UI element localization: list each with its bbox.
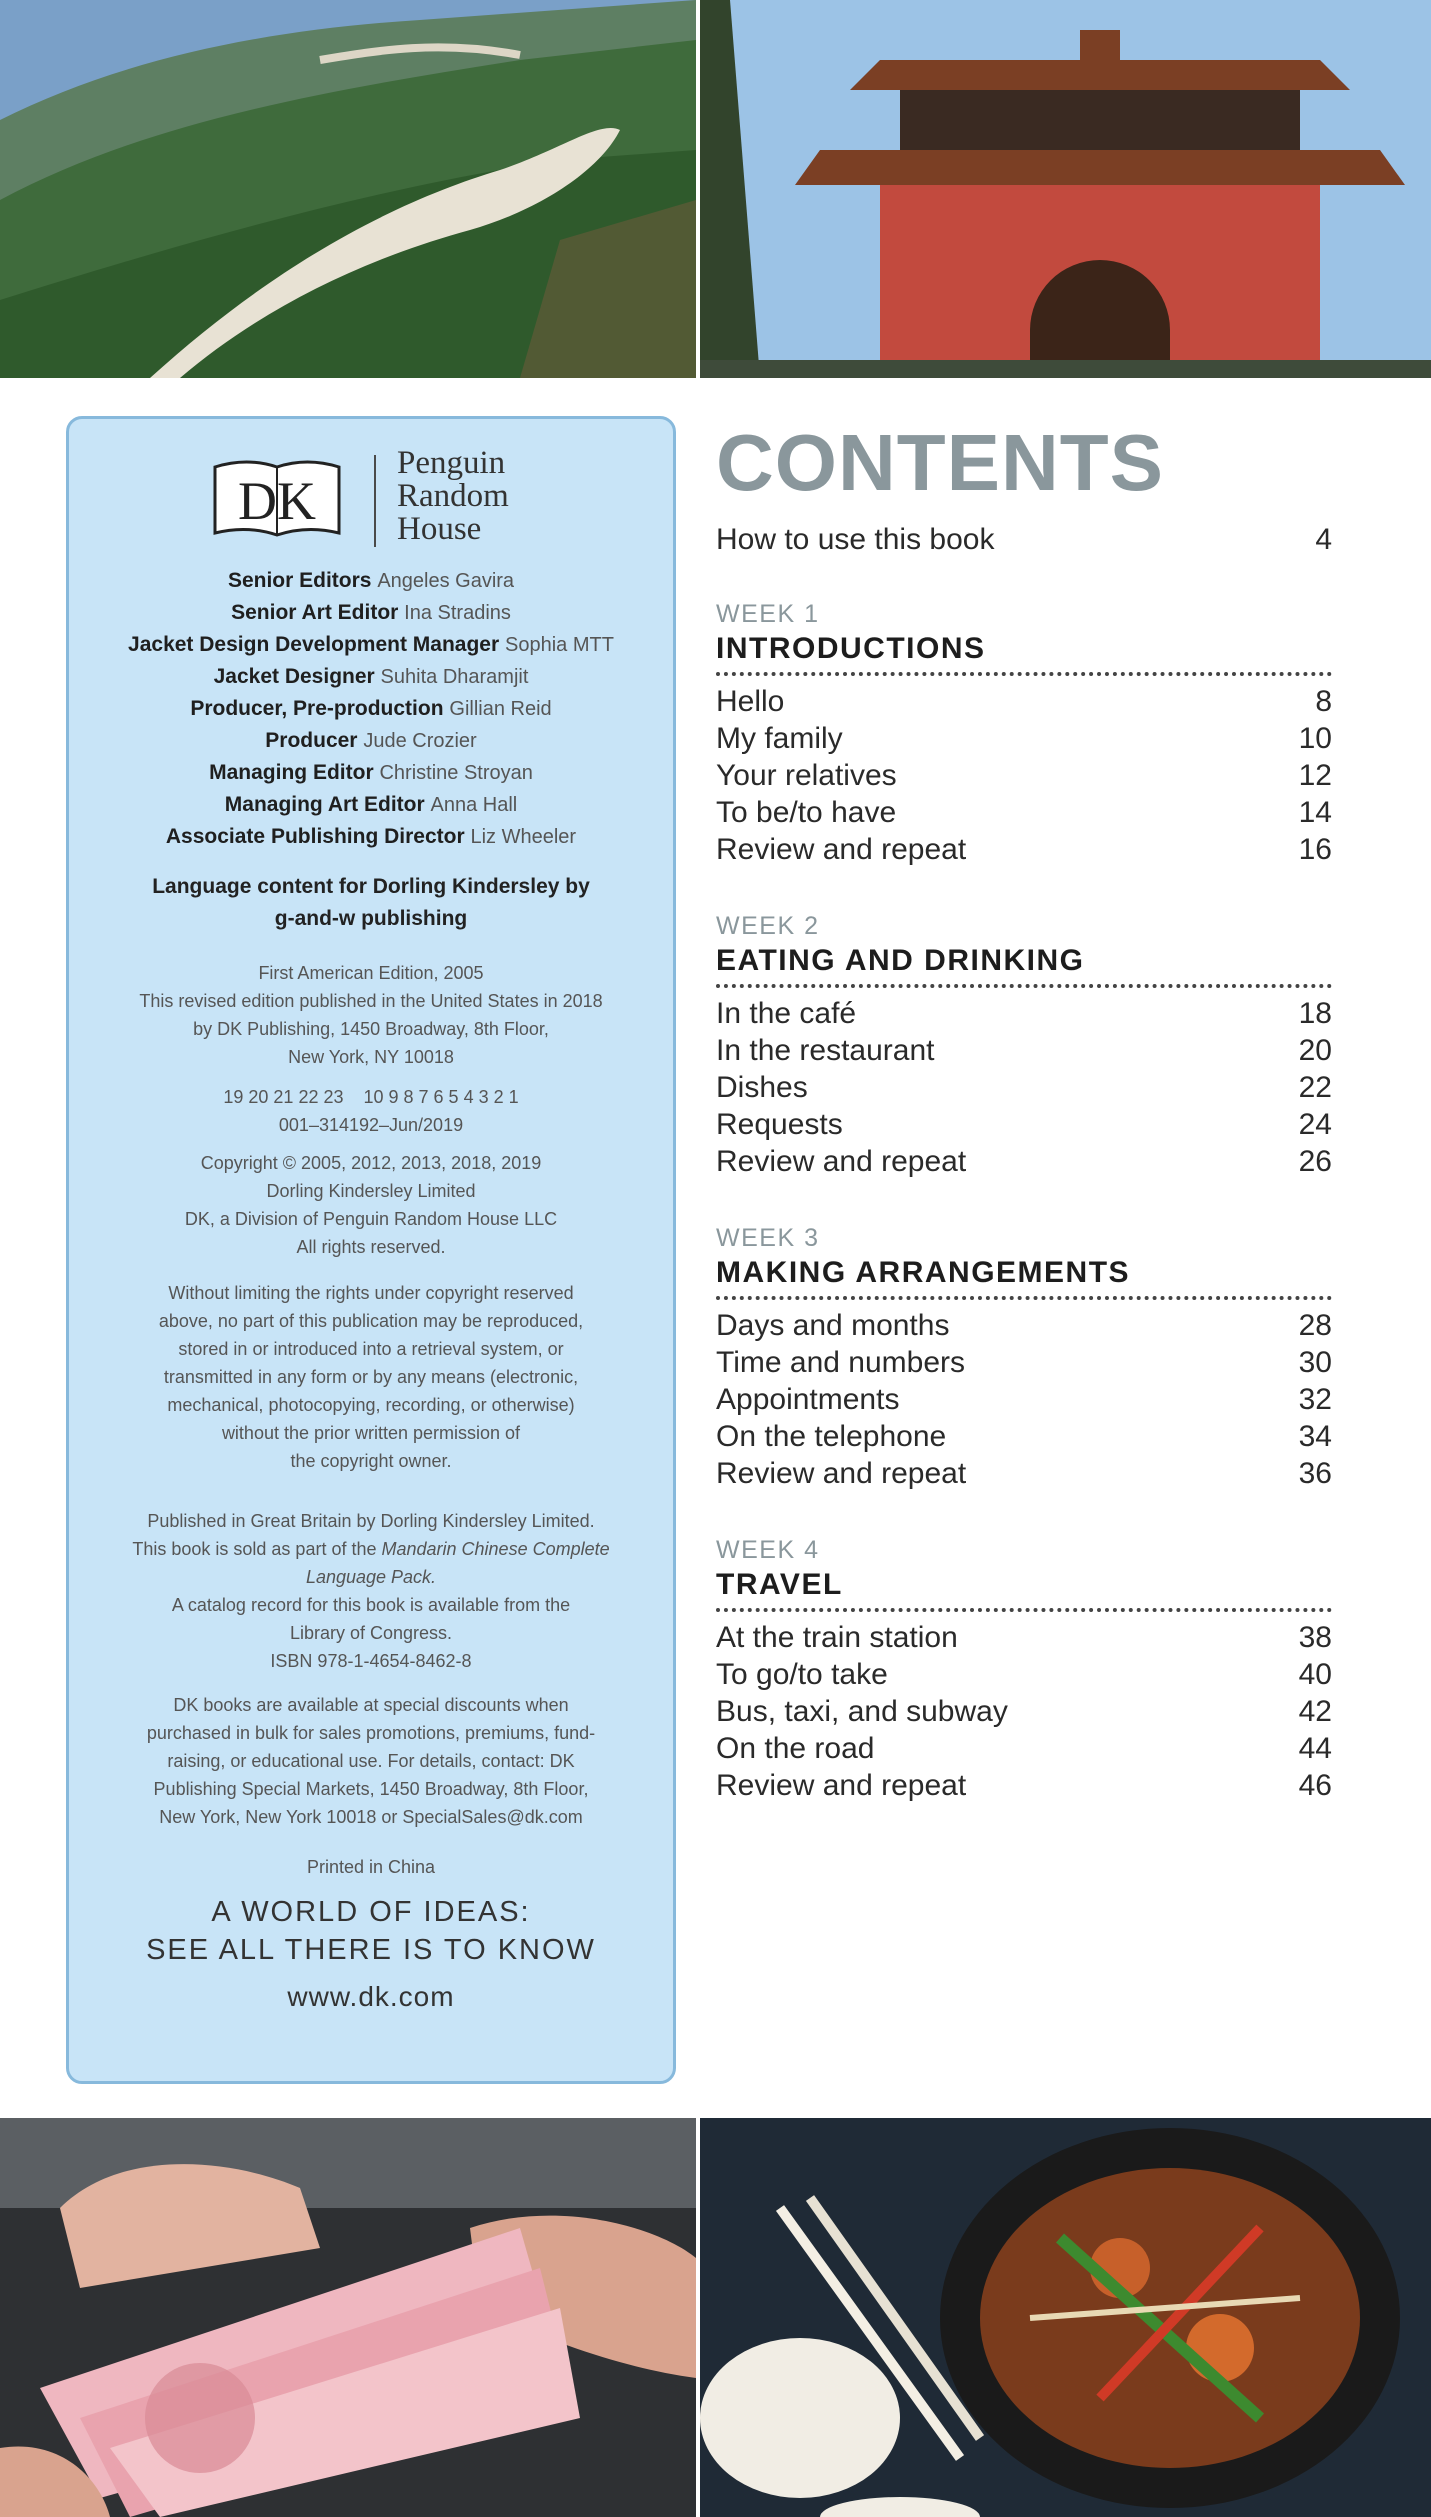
publisher-logos — [69, 441, 673, 549]
toc-entry[interactable] — [716, 1031, 1332, 1071]
toc-entry-title: Your relatives — [716, 759, 897, 792]
contents-title: CONTENTS — [716, 418, 1164, 507]
toc-entry[interactable] — [716, 1343, 1332, 1383]
prh-line: Random — [397, 478, 509, 514]
toc-entry-page: 12 — [1298, 759, 1332, 792]
toc-entry-title: Review and repeat — [716, 1145, 967, 1178]
toc-entry[interactable] — [716, 1766, 1332, 1806]
toc-entry-page: 40 — [1298, 1658, 1332, 1691]
toc-entry-page: 46 — [1298, 1769, 1332, 1802]
print-numbers: 19 20 21 22 23 10 9 8 7 6 5 4 3 2 1 001–314192–Jun/2019 — [223, 1087, 519, 1135]
toc-entry[interactable] — [716, 1142, 1332, 1182]
logo-divider — [374, 455, 376, 547]
toc-entry-page: 34 — [1298, 1420, 1332, 1453]
toc-entry-title: To be/to have — [716, 796, 897, 829]
toc-entry-title: Dishes — [716, 1071, 808, 1104]
toc-entry-title: Hello — [716, 685, 785, 718]
staff-credit: Managing Art Editor Anna Hall — [224, 793, 518, 816]
toc-entry-title: Appointments — [716, 1383, 900, 1416]
yuan-banknotes-photo — [0, 2118, 696, 2517]
toc-entry-title: Requests — [716, 1108, 843, 1141]
toc-entry[interactable] — [716, 1380, 1332, 1420]
toc-entry-page: 42 — [1298, 1695, 1332, 1728]
toc-entry-title: Time and numbers — [716, 1346, 965, 1379]
prh-line: Penguin — [397, 445, 506, 481]
toc-entry-title: Review and repeat — [716, 1457, 967, 1490]
toc-entry-title: In the restaurant — [716, 1034, 935, 1067]
staff-credit: Associate Publishing Director Liz Wheeler — [165, 825, 577, 848]
toc-entry-page: 16 — [1298, 833, 1332, 866]
toc-entry[interactable] — [716, 719, 1332, 759]
toc-entry-page: 30 — [1298, 1346, 1332, 1379]
week-label: WEEK 2 — [716, 912, 820, 940]
staff-credit: Managing Editor Christine Stroyan — [209, 761, 533, 784]
toc-entry-title: To go/to take — [716, 1658, 888, 1691]
rights-notice: Without limiting the rights under copyright reserved above, no part of this publication may be reproduced, stored in or introduced into a retrieval system, or transmitted in any form or by any means (electronic, mechanical, photocopying, recording, or otherwise) without the prior written permission of the copyright owner. — [158, 1283, 584, 1471]
copyright-notice: Copyright © 2005, 2012, 2013, 2018, 2019 Dorling Kindersley Limited DK, a Division of Penguin Random House LLC All rights reserved. — [184, 1153, 558, 1257]
toc-entry-page: 38 — [1298, 1621, 1332, 1654]
toc-entry[interactable] — [716, 756, 1332, 796]
toc-entry-page: 20 — [1298, 1034, 1332, 1067]
dk-logo-text: DK — [238, 471, 316, 531]
toc-entry-page: 10 — [1298, 722, 1332, 755]
toc-entry-title: On the telephone — [716, 1420, 947, 1453]
toc-entry-page: 18 — [1298, 997, 1332, 1030]
staff-credit: Jacket Designer Suhita Dharamjit — [213, 665, 529, 688]
toc-entry-page: 4 — [1315, 523, 1332, 556]
toc-entry[interactable] — [716, 682, 1332, 722]
toc-entry-title: In the café — [716, 997, 857, 1030]
toc-entry-page: 44 — [1298, 1732, 1332, 1765]
toc-entry-title: Review and repeat — [716, 833, 967, 866]
penguin-random-house-logo — [397, 447, 509, 546]
toc-entry-page: 24 — [1298, 1108, 1332, 1141]
toc-entry[interactable] — [716, 1692, 1332, 1732]
toc-entry-title: Review and repeat — [716, 1769, 967, 1802]
toc-entry[interactable] — [716, 1105, 1332, 1145]
staff-credit: Producer, Pre-production Gillian Reid — [190, 697, 552, 720]
toc-entry-page: 14 — [1298, 796, 1332, 829]
toc-entry-title: How to use this book — [716, 523, 995, 556]
toc-entry[interactable] — [716, 1655, 1332, 1695]
week-title: MAKING ARRANGEMENTS — [716, 1256, 1332, 1300]
great-wall-photo — [0, 0, 696, 378]
toc-entry-page: 36 — [1298, 1457, 1332, 1490]
dk-tagline: A WORLD OF IDEAS: SEE ALL THERE IS TO KNOW — [146, 1896, 596, 1966]
prh-line: House — [397, 511, 482, 547]
week-title: TRAVEL — [716, 1568, 1332, 1612]
toc-entry-title: Bus, taxi, and subway — [716, 1695, 1008, 1728]
toc-entry[interactable] — [716, 1618, 1332, 1658]
toc-entry[interactable] — [716, 793, 1332, 833]
edition-info: First American Edition, 2005 This revised edition published in the United States in 2018 by DK Publishing, 1450 Broadway, 8th Floor, New York, NY 10018 — [139, 963, 603, 1067]
toc-entry[interactable] — [716, 1454, 1332, 1494]
staff-credit: Senior Editors Angeles Gavira — [227, 569, 515, 592]
toc-entry[interactable] — [716, 1417, 1332, 1457]
staff-credit: Jacket Design Development Manager Sophia MTT — [128, 633, 614, 656]
toc-entry-title: My family — [716, 722, 843, 755]
toc-entry-page: 26 — [1298, 1145, 1332, 1178]
printed-in: Printed in China — [306, 1857, 436, 1877]
website-link[interactable]: www.dk.com — [287, 1981, 455, 2012]
week-label: WEEK 3 — [716, 1224, 820, 1252]
toc-entry-page: 22 — [1298, 1071, 1332, 1104]
toc-entry[interactable] — [716, 1306, 1332, 1346]
staff-credit: Senior Art Editor Ina Stradins — [231, 601, 511, 624]
toc-entry[interactable] — [716, 830, 1332, 870]
toc-entry[interactable] — [716, 520, 1332, 560]
toc-entry-page: 8 — [1315, 685, 1332, 718]
toc-entry-title: At the train station — [716, 1621, 958, 1654]
language-content-credit: Language content for Dorling Kindersley by g-and-w publishing — [152, 875, 590, 930]
dk-logo — [209, 457, 345, 541]
week-title: INTRODUCTIONS — [716, 632, 1332, 676]
staff-credits — [69, 565, 673, 853]
bulk-sales-notice: DK books are available at special discounts when purchased in bulk for sales promotions, premiums, fund- raising, or educational use. For details, contact: DK Publishing Special Markets, 1450 Broadway, 8th Floor, New York, New York 10018 or SpecialSales@dk.com — [146, 1695, 596, 1827]
week-label: WEEK 4 — [716, 1536, 820, 1564]
toc-entry-title: On the road — [716, 1732, 875, 1765]
toc-entry[interactable] — [716, 994, 1332, 1034]
toc-entry[interactable] — [716, 1729, 1332, 1769]
toc-entry-title: Days and months — [716, 1309, 950, 1342]
toc-entry-page: 28 — [1298, 1309, 1332, 1342]
week-label: WEEK 1 — [716, 600, 820, 628]
week-title: EATING AND DRINKING — [716, 944, 1332, 988]
credits-panel — [66, 416, 676, 2084]
staff-credit: Producer Jude Crozier — [265, 729, 477, 752]
toc-entry[interactable] — [716, 1068, 1332, 1108]
toc-entry-page: 32 — [1298, 1383, 1332, 1416]
chinese-tower-photo — [700, 0, 1431, 378]
stir-fry-rice-photo — [700, 2118, 1431, 2517]
publication-notice: Published in Great Britain by Dorling Kindersley Limited. This book is sold as part of the Mandarin Chinese Complete Language Pack. A catalog record for this book is available from the Library of Congress. ISBN 978-1-4654-8462-8 — [132, 1511, 610, 1671]
